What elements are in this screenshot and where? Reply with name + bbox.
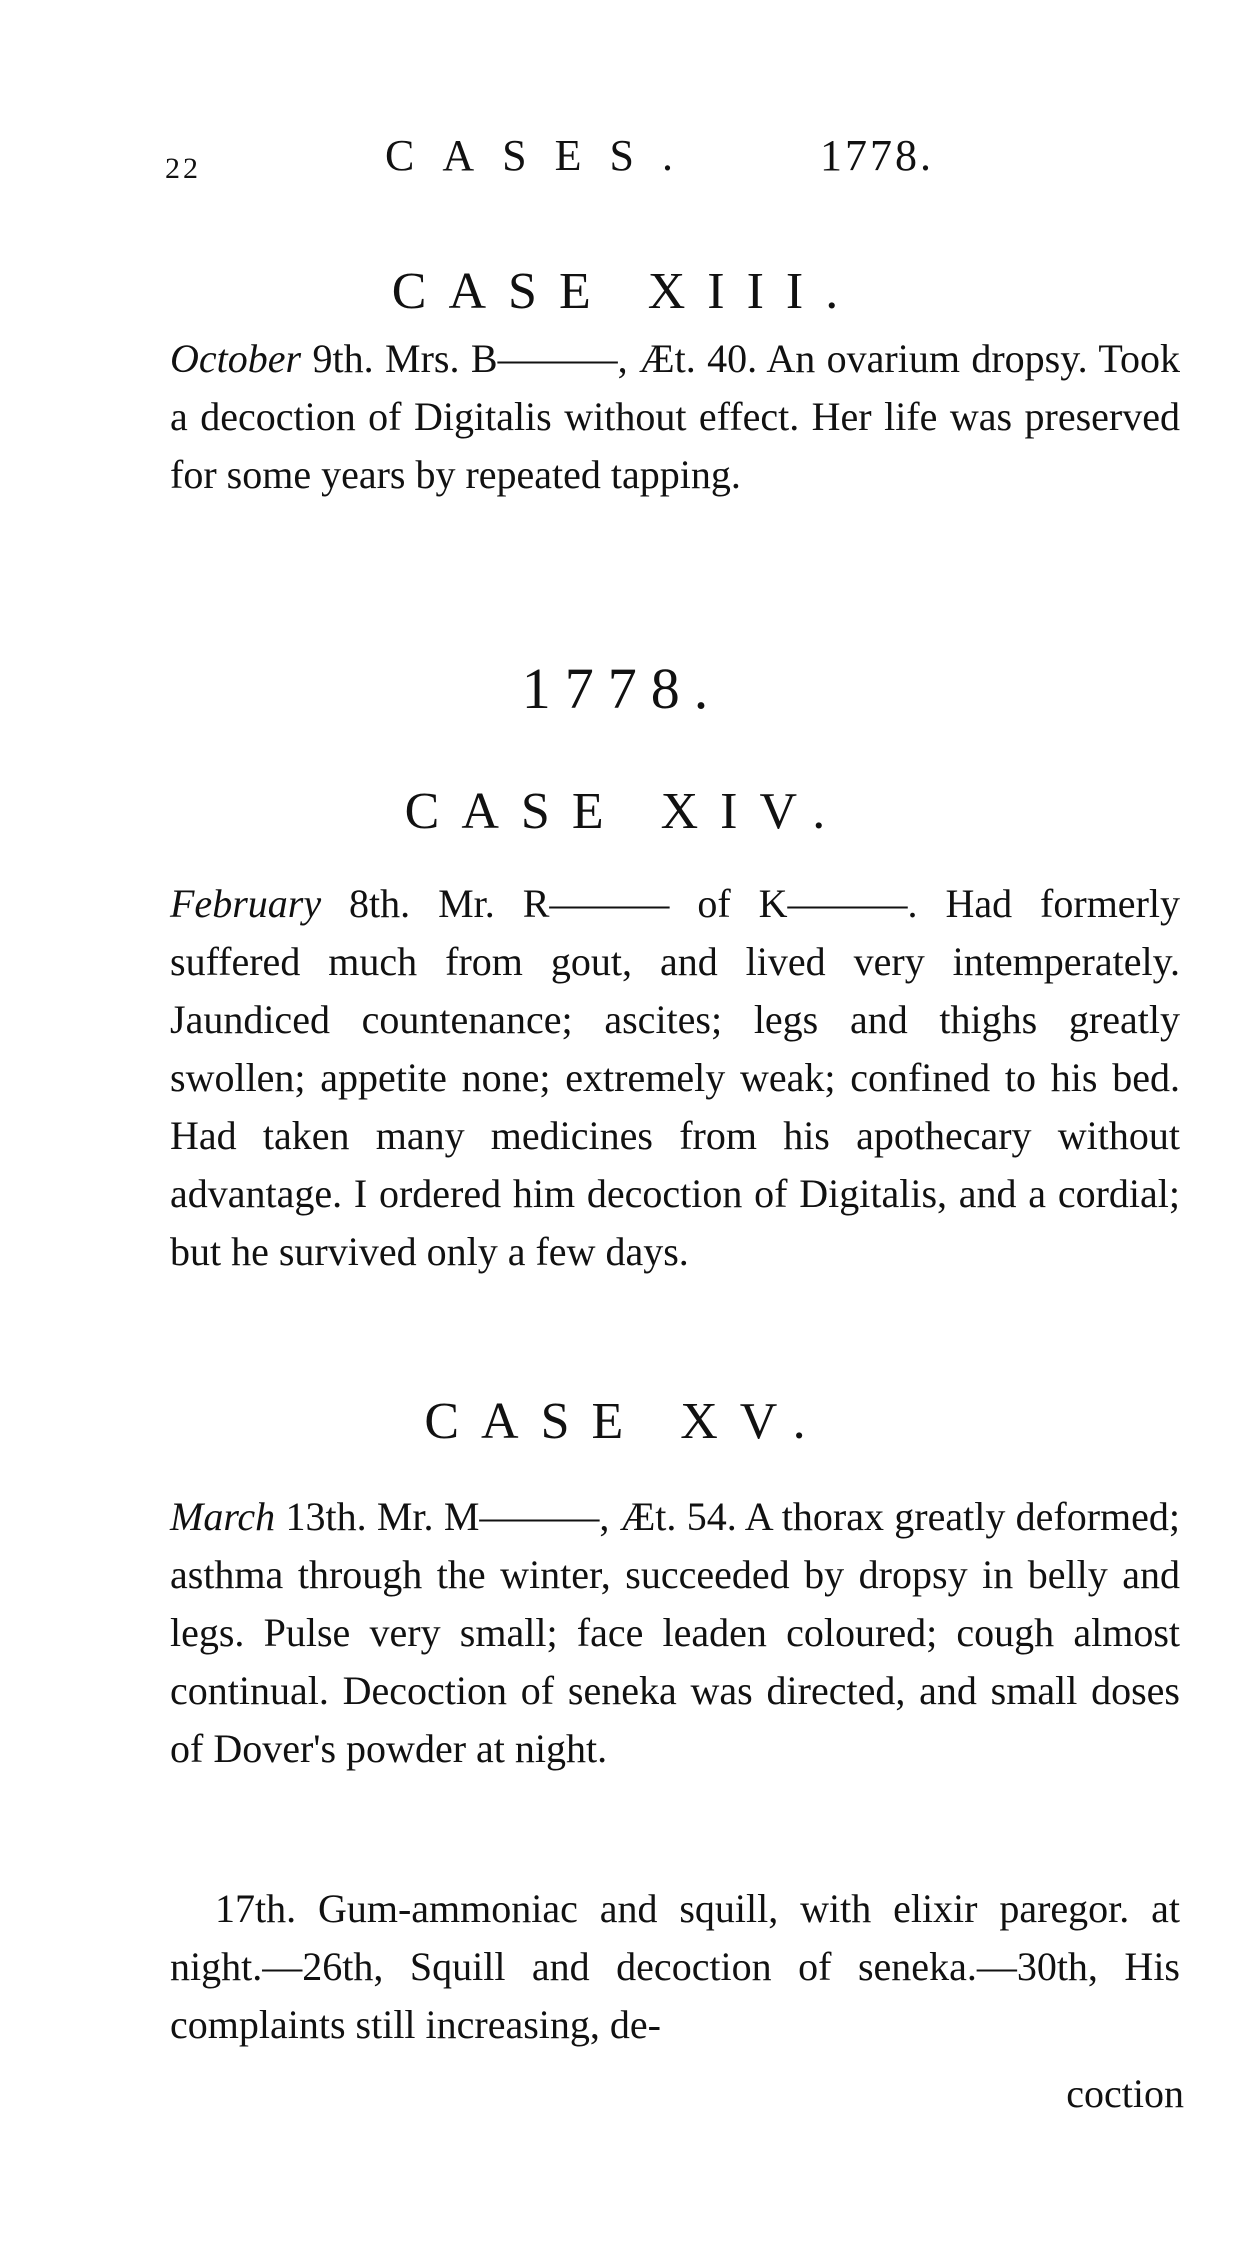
case-13-paragraph xyxy=(170,225,1180,504)
running-header xyxy=(165,130,995,190)
page-number: 22 xyxy=(165,152,201,185)
running-year: 1778. xyxy=(820,131,934,180)
year-heading: 1778. xyxy=(521,656,723,721)
case-13-date: October xyxy=(170,336,302,381)
case-15-date: March xyxy=(170,1494,276,1539)
case-13-text: 9th. Mrs. B———, Æt. 40. An ovarium dropsy. Took a decoction of Digitalis without effect. Her life was preserved for some years by repeated tapping. xyxy=(170,336,1180,497)
case-13-heading: CASE XIII. xyxy=(391,263,861,320)
case-15-followup: 17th. Gum-ammoniac and squill, with elixir paregor. at night.—26th, Squill and decoction of seneka.—30th, His complaints still increasing, de- xyxy=(170,1886,1180,2047)
case-14-paragraph xyxy=(170,875,1180,1281)
case-15-heading: CASE XV. xyxy=(424,1393,828,1450)
case-15-paragraph xyxy=(170,1488,1180,1778)
case-14-date: February xyxy=(170,881,322,926)
case-14-heading: CASE XIV. xyxy=(404,783,848,840)
case-14-text: 8th. Mr. R——— of K———. Had formerly suffered much from gout, and lived very intemperately. Jaundiced countenance; ascites; legs and thighs greatly swollen; appetite none; extremely weak; confined to his bed. Had taken many medicines from his apothecary without advantage. I ordered him decoction of Digitalis, and a cordial; but he survived only a few days. xyxy=(170,881,1180,1274)
catchword: coction xyxy=(1066,2071,1184,2116)
case-15-text: 13th. Mr. M———, Æt. 54. A thorax greatly deformed; asthma through the winter, succeeded by dropsy in belly and legs. Pulse very small; face leaden coloured; cough almost continual. Decoction of seneka was directed, and small doses of Dover's powder at night. xyxy=(170,1494,1180,1771)
running-title: CASES. xyxy=(385,131,701,180)
